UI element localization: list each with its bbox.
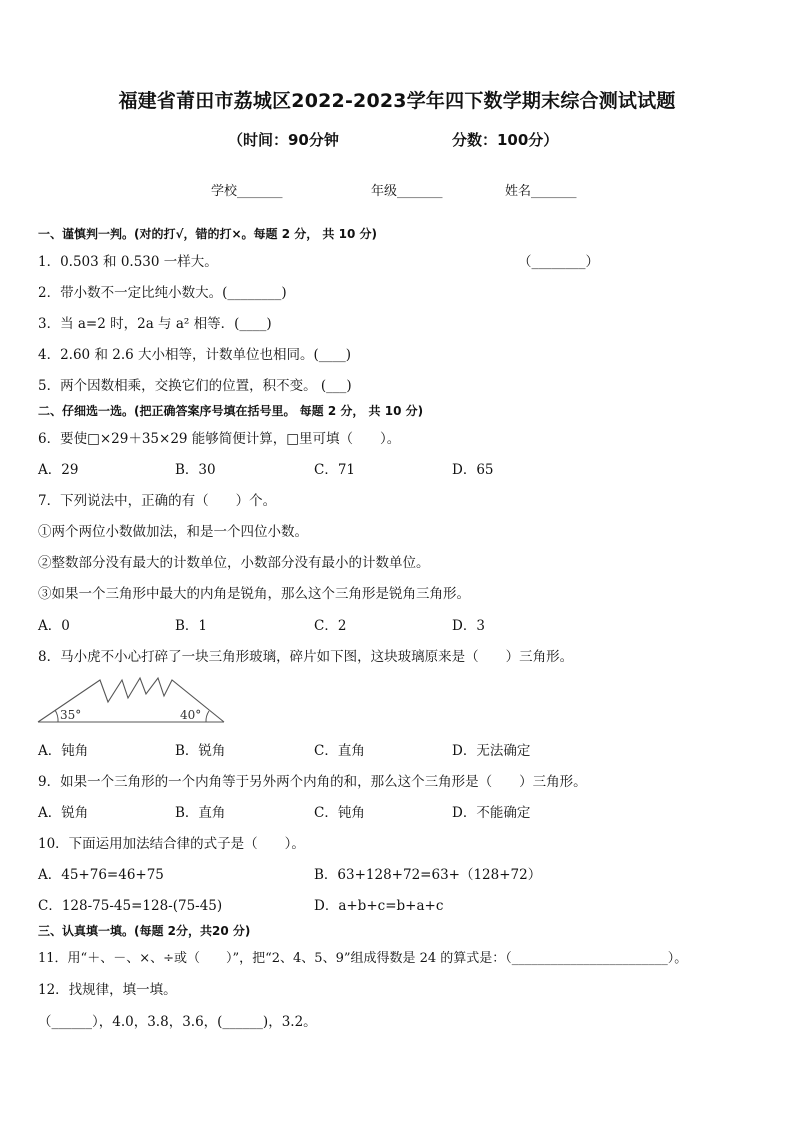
- q7-option-b: B．1: [175, 618, 208, 634]
- q7-statement-1: ①两个两位小数做加法，和是一个四位小数。: [38, 524, 308, 540]
- q9-option-d: D．不能确定: [452, 805, 531, 821]
- q6-option-a: A．29: [38, 462, 79, 478]
- q8-option-a: A．钝角: [38, 743, 89, 759]
- name-field: 姓名_______: [505, 184, 577, 199]
- q12-sequence: （______），4.0，3.8，3.6，(______)，3.2。: [38, 1014, 317, 1030]
- exam-time: （时间：90分钟: [228, 131, 339, 149]
- question-12: 12．找规律，填一填。: [38, 982, 177, 998]
- school-field: 学校_______: [211, 184, 283, 199]
- q8-option-b: B．锐角: [175, 743, 226, 759]
- q10-option-c: C．128-75-45=128-(75-45): [38, 898, 223, 914]
- question-8: 8．马小虎不小心打碎了一块三角形玻璃，碎片如下图，这块玻璃原来是（ ）三角形。: [38, 649, 574, 665]
- question-6: 6．要使□×29＋35×29 能够简便计算，□里可填（ ）。: [38, 431, 401, 447]
- q7-statement-2: ②整数部分没有最大的计数单位，小数部分没有最小的计数单位。: [38, 555, 430, 571]
- q7-option-a: A．0: [38, 618, 70, 634]
- grade-field: 年级_______: [371, 184, 443, 199]
- broken-glass-figure: [36, 672, 230, 728]
- question-5: 5．两个因数相乘，交换它们的位置，积不变。 (___): [38, 378, 352, 394]
- section-1-heading: 一、谨慎判一判。(对的打√，错的打×。每题 2 分， 共 10 分): [38, 227, 377, 241]
- question-3: 3．当 a=2 时，2a 与 a² 相等．(____): [38, 316, 272, 332]
- q10-option-a: A．45+76=46+75: [38, 867, 164, 883]
- q6-option-c: C．71: [314, 462, 356, 478]
- q8-option-d: D．无法确定: [452, 743, 531, 759]
- q6-option-b: B．30: [175, 462, 216, 478]
- angle-40-label: 40°: [180, 708, 202, 722]
- q7-option-d: D．3: [452, 618, 485, 634]
- q7-statement-3: ③如果一个三角形中最大的内角是锐角，那么这个三角形是锐角三角形。: [38, 586, 470, 602]
- exam-score: 分数：100分）: [452, 131, 559, 149]
- q6-option-d: D．65: [452, 462, 494, 478]
- q10-option-d: D．a+b+c=b+a+c: [314, 898, 444, 914]
- q9-option-c: C．钝角: [314, 805, 365, 821]
- question-7: 7．下列说法中，正确的有（ ）个。: [38, 493, 277, 509]
- page-title: 福建省莆田市荔城区2022-2023学年四下数学期末综合测试试题: [118, 90, 676, 112]
- section-2-heading: 二、仔细选一选。(把正确答案序号填在括号里。 每题 2 分， 共 10 分): [38, 404, 424, 418]
- question-4: 4．2.60 和 2.6 大小相等，计数单位也相同。(____): [38, 347, 352, 363]
- q8-option-c: C．直角: [314, 743, 365, 759]
- question-2: 2．带小数不一定比纯小数大。(________): [38, 285, 287, 301]
- angle-35-label: 35°: [60, 708, 82, 722]
- question-11: 11．用“＋、－、×、÷或（ ）”，把“2、4、5、9”组成得数是 24 的算式是：（________________________）。: [38, 951, 688, 966]
- section-3-heading: 三、认真填一填。(每题 2分，共20 分): [38, 924, 251, 938]
- q9-option-a: A．锐角: [38, 805, 89, 821]
- question-1: 1．0.503 和 0.530 一样大。: [38, 254, 218, 270]
- question-9: 9．如果一个三角形的一个内角等于另外两个内角的和，那么这个三角形是（ ）三角形。: [38, 774, 587, 790]
- q10-option-b: B．63+128+72=63+（128+72）: [314, 867, 542, 883]
- question-10: 10．下面运用加法结合律的式子是（ ）。: [38, 836, 305, 852]
- q7-option-c: C．2: [314, 618, 347, 634]
- q9-option-b: B．直角: [175, 805, 226, 821]
- question-1-blank: （________）: [518, 254, 599, 270]
